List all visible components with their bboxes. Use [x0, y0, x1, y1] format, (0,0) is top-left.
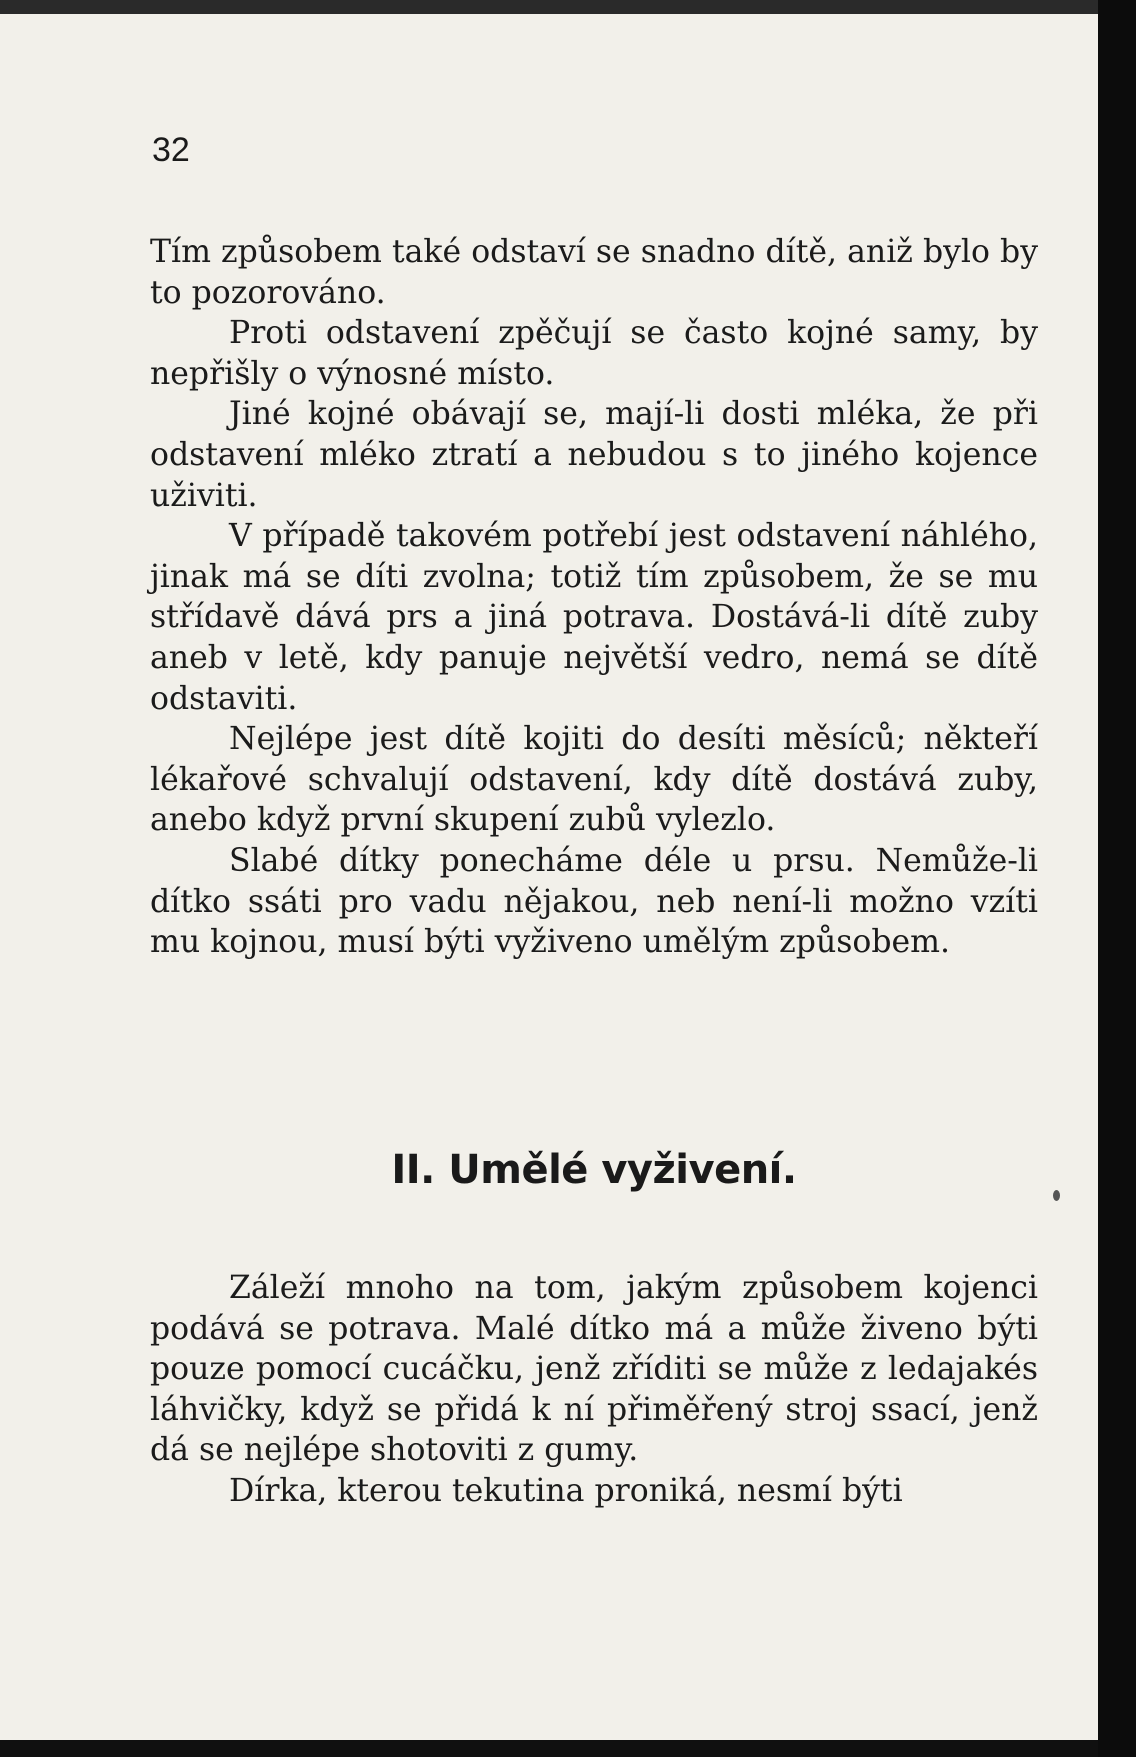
paragraph: Nejlépe jest dítě kojiti do desíti měsíců; někteří lékařové schvalují odstavení, kdy dítě dostává zuby, anebo když první skupení zubů vylezlo.: [150, 721, 1038, 839]
paragraph: Jiné kojné obávají se, mají-li dosti mléka, že při odstavení mléko ztratí a nebudou s to jiného kojence uživiti.: [150, 396, 1038, 514]
paragraph: Slabé dítky ponecháme déle u prsu. Nemůže-li dítko ssáti pro vadu nějakou, neb není-li možno vzíti mu kojnou, musí býti vyživeno umělým způsobem.: [150, 842, 1038, 961]
paragraph: Proti odstavení zpěčují se často kojné samy, by nepřišly o výnosné místo.: [150, 315, 1038, 392]
paragraph: Tím způsobem také odstaví se snadno dítě, aniž bylo by to pozorováno.: [150, 234, 1038, 311]
ink-speck: [1053, 1190, 1060, 1201]
section-heading: II. Umělé vyživení.: [391, 1147, 797, 1193]
text-block-after-heading: [150, 1268, 1038, 1512]
paragraph: V případě takovém potřebí jest odstavení náhlého, jinak má se díti zvolna; totiž tím způsobem, že se mu střídavě dává prs a jiná potrava. Dostává-li dítě zuby aneb v letě, kdy panuje největší vedro, nemá se dítě odstaviti.: [150, 518, 1038, 717]
page-number: 32: [152, 131, 190, 169]
paragraph: Záleží mnoho na tom, jakým způsobem kojenci podává se potrava. Malé dítko má a může živeno býti pouze pomocí cucáčku, jenž zříditi se může z ledajakés láhvičky, když se přidá k ní přiměřený stroj ssací, jenž dá se nejlépe shotoviti z gumy.: [150, 1270, 1038, 1469]
scan-right-edge: [1098, 0, 1136, 1757]
scan-top-edge: [0, 0, 1098, 14]
text-block-before-heading: [150, 232, 1038, 963]
paragraph: Dírka, kterou tekutina proniká, nesmí býti: [229, 1472, 903, 1509]
